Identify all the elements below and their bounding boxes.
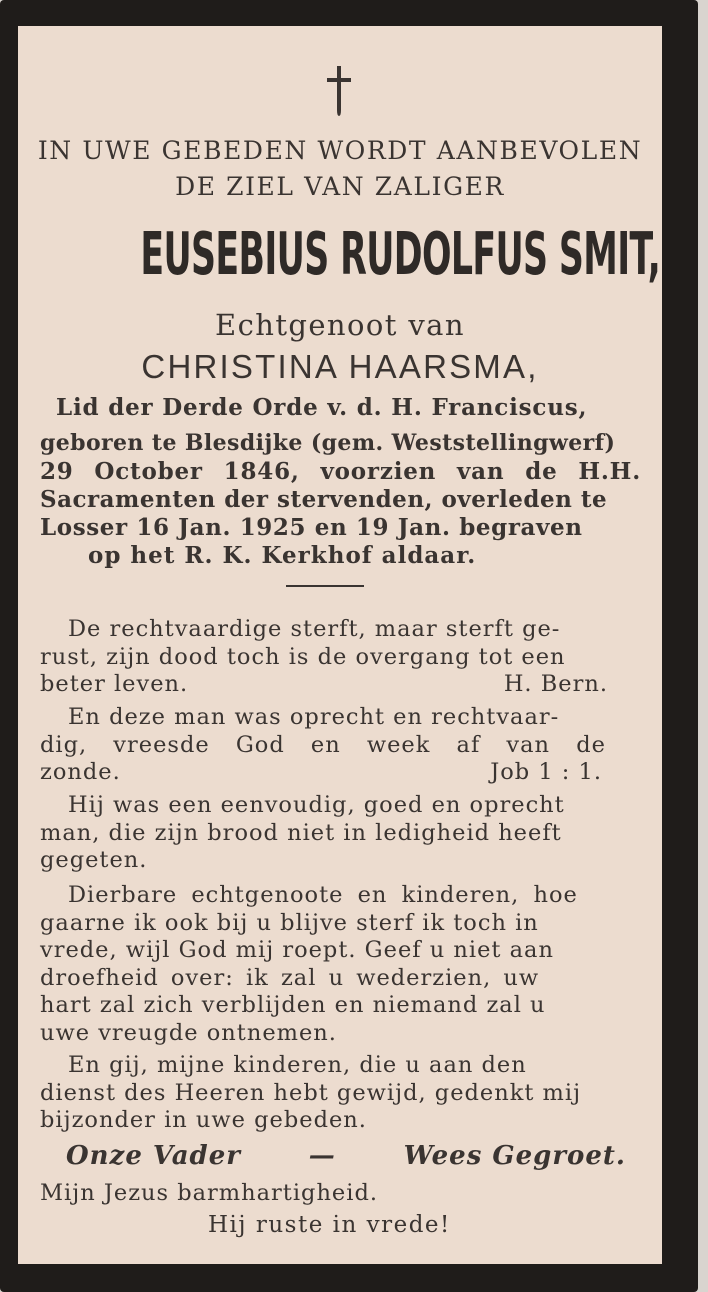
spouse-name: CHRISTINA HAARSMA, — [141, 348, 539, 385]
prayer-our-father: Onze Vader — [66, 1141, 241, 1171]
p1-text-end: beter leven. — [40, 671, 189, 697]
header-line-1: IN UWE GEBEDEN WORDT AANBEVOLEN — [37, 136, 643, 165]
paragraph-5 — [40, 1052, 634, 1135]
bio-line-2: geboren te Blesdijke (gem. Weststellingwerf) — [40, 430, 616, 456]
p4-line-2: gaarne ik ook bij u blijve sterf ik toch in — [40, 909, 539, 936]
paragraph-1 — [40, 616, 634, 699]
p3-line-1: Hij was een eenvoudig, goed en oprecht — [68, 792, 565, 818]
paragraph-3 — [40, 792, 634, 875]
p2-source: Job 1 : 1. — [490, 759, 602, 785]
spouse-intro: Echtgenoot van — [215, 308, 465, 342]
p3-line-2: man, die zijn brood niet in ledigheid heeft — [40, 819, 562, 846]
p4-line-5: hart zal zich verblijden en niemand zal u — [40, 992, 546, 1018]
p5-line-3: bijzonder in uwe gebeden. — [40, 1107, 367, 1133]
p1-line-3 — [40, 671, 634, 699]
prayer-dash: — — [308, 1141, 336, 1171]
cross-icon — [324, 64, 354, 118]
p2-line-1: En deze man was oprecht en rechtvaar- — [68, 704, 560, 730]
p2-line-2: dig, vreesde God en week af van de — [40, 731, 606, 758]
p1-line-2: rust, zijn dood toch is de overgang tot een — [40, 643, 566, 670]
bio-line-1: Lid der Derde Orde v. d. H. Franciscus, — [56, 394, 588, 421]
prayer-titles — [66, 1141, 626, 1171]
paragraph-4 — [40, 882, 634, 1047]
p4-line-6: uwe vreugde ontnemen. — [40, 1019, 337, 1046]
bio-line-4: Sacramenten der stervenden, overleden te — [40, 486, 608, 513]
p1-source: H. Bern. — [503, 671, 608, 697]
bio-line-5: Losser 16 Jan. 1925 en 19 Jan. begraven — [40, 514, 583, 541]
rest-in-peace: Hij ruste in vrede! — [208, 1212, 451, 1238]
p5-line-2: dienst des Heeren hebt gewijd, gedenkt mij — [40, 1079, 582, 1106]
header-line-2: DE ZIEL VAN ZALIGER — [175, 172, 505, 201]
card-paper — [18, 26, 662, 1264]
prayer-hail-mary: Wees Gegroet. — [403, 1141, 626, 1171]
divider-rule — [286, 585, 364, 587]
p4-line-1: Dierbare echtgenoote en kinderen, hoe — [68, 882, 578, 908]
p1-line-1: De rechtvaardige sterft, maar sterft ge- — [68, 616, 561, 642]
p4-line-4: droefheid over: ik zal u wederzien, uw — [40, 964, 540, 991]
bio-line-3: 29 October 1846, voorzien van de H.H. — [40, 458, 642, 485]
p5-line-1: En gij, mijne kinderen, die u aan den — [68, 1052, 527, 1078]
invocation-text: Mijn Jezus barmhartigheid. — [40, 1180, 379, 1206]
p2-text-end: zonde. — [40, 759, 121, 785]
p3-line-3: gegeten. — [40, 847, 148, 873]
paragraph-2 — [40, 704, 634, 787]
deceased-name: EUSEBIUS RUDOLFUS SMIT, — [140, 220, 661, 289]
bio-line-6: op het R. K. Kerkhof aldaar. — [88, 542, 477, 569]
p4-line-3: vrede, wijl God mij roept. Geef u niet aan — [40, 937, 554, 963]
p2-line-3 — [40, 759, 634, 787]
